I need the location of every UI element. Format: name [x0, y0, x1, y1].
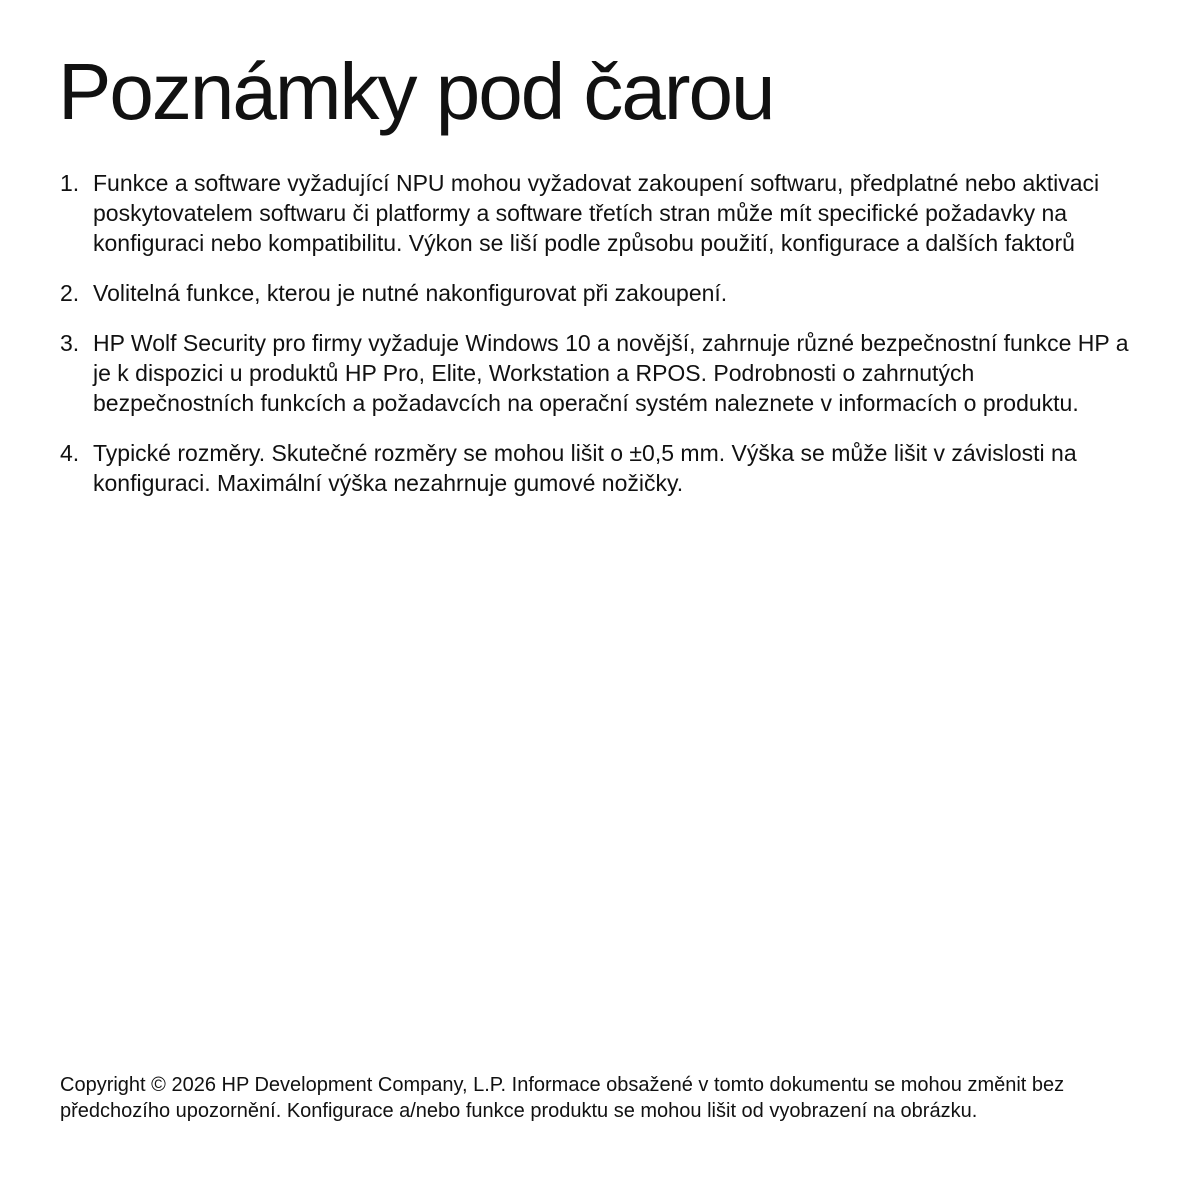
footnote-text: HP Wolf Security pro firmy vyžaduje Windows 10 a novější, zahrnuje různé bezpečnostní funkce HP a je k dispozici u produktů HP Pro, Elite, Workstation a RPOS. Podrobnosti o zahrnutých bezpečnostních funkcích a požadavcích na operační systém naleznete v informacích o produktu. [93, 330, 1129, 416]
footnote-item [60, 278, 1140, 308]
footnote-text: Funkce a software vyžadující NPU mohou vyžadovat zakoupení softwaru, předplatné nebo aktivaci poskytovatelem softwaru či platformy a software třetích stran může mít specifické požadavky na konfiguraci nebo kompatibilitu. Výkon se liší podle způsobu použití, konfigurace a dalších faktorů [93, 170, 1100, 256]
footnote-text: Typické rozměry. Skutečné rozměry se mohou lišit o ±0,5 mm. Výška se může lišit v závislosti na konfiguraci. Maximální výška nezahrnuje gumové nožičky. [93, 440, 1077, 496]
footnote-text: Volitelná funkce, kterou je nutné nakonfigurovat při zakoupení. [93, 280, 728, 306]
footnote-number: 2. [60, 280, 80, 306]
footnote-number: 3. [60, 330, 80, 356]
footnote-number: 4. [60, 440, 80, 466]
footnote-item [60, 168, 1140, 258]
footnote-item [60, 438, 1140, 498]
footnote-item [60, 328, 1140, 418]
footnote-number: 1. [60, 170, 80, 196]
copyright-notice: Copyright © 2026 HP Development Company, L.P. Informace obsažené v tomto dokumentu se mohou změnit bez předchozího upozornění. Konfigurace a/nebo funkce produktu se mohou lišit od vyobrazení na obrázku. [60, 1074, 1065, 1122]
page-title: Poznámky pod čarou [58, 47, 774, 136]
footnote-list [60, 168, 1140, 518]
